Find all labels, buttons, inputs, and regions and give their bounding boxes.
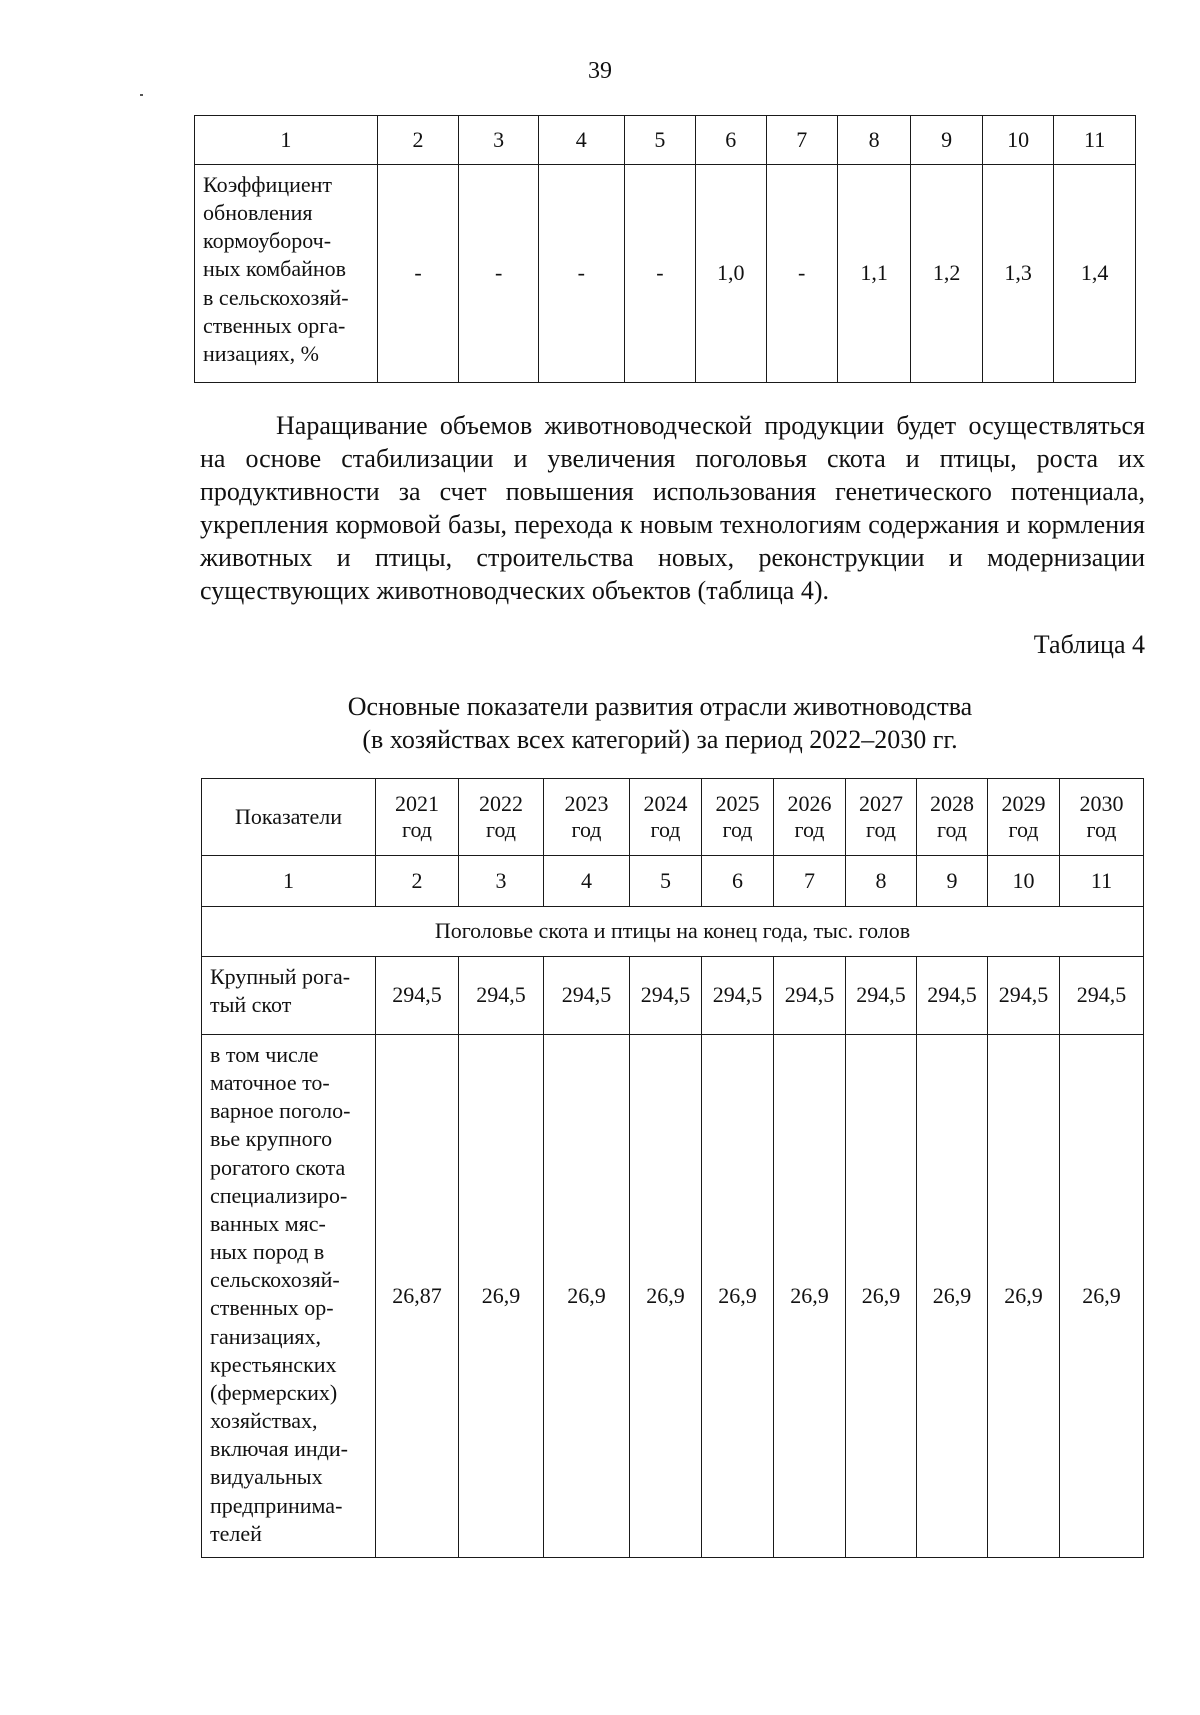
header-year: [1060, 779, 1144, 856]
header-year: [846, 779, 917, 856]
column-number: 5: [624, 116, 695, 165]
table-cell: -: [624, 165, 695, 383]
caption-line-2: (в хозяйствах всех категорий) за период 2022–2030 гг.: [362, 725, 958, 754]
column-number: 1: [195, 116, 378, 165]
table-4: [201, 778, 1144, 1558]
year-unit: год: [794, 817, 825, 842]
table-cell: 294,5: [846, 957, 917, 1035]
table-cell: 26,87: [376, 1035, 459, 1558]
year-unit: год: [936, 817, 968, 842]
body-paragraph: Наращивание объемов животноводческой продукции будет осуществляться на основе стабилизации и увеличения поголовья скота и птицы, роста их продуктивности за счет повышения использования генетического потенциала, укрепления кормовой базы, перехода к новым технологиям содержания и кормления животных и птицы, строительства новых, реконструкции и модернизации существующих животноводческих объектов (таблица 4).: [200, 411, 1145, 605]
row-label-breeding-cattle: в том числе маточное то- варное поголо- вье крупного рогатого скота специализиро- ванных мяс- ных пород в сельскохозяй- ственных ор- ганизациях, крестьянских (фермерских) хозяйствах, включая инди- видуальных предпринима- телей: [202, 1035, 376, 1558]
table-cell: 1,0: [696, 165, 766, 383]
column-number: 11: [1054, 116, 1136, 165]
header-year: [774, 779, 846, 856]
caption-line-1: Основные показатели развития отрасли животноводства: [347, 692, 973, 721]
column-number: 9: [917, 856, 988, 907]
year-unit: год: [865, 817, 897, 842]
table-cell: 294,5: [988, 957, 1060, 1035]
column-number: 5: [630, 856, 702, 907]
header-indicators: Показатели: [202, 779, 376, 856]
year-value: 2023: [564, 790, 609, 816]
table-3-continuation: [194, 115, 1136, 383]
table-cell: 26,9: [630, 1035, 702, 1558]
year-value: 2021: [395, 790, 439, 816]
table-cell: 26,9: [846, 1035, 917, 1558]
column-number: 4: [538, 116, 624, 165]
year-unit: год: [571, 817, 602, 842]
table-4-column-number-row: [202, 856, 1144, 907]
table-cell: -: [538, 165, 624, 383]
table-row: [202, 957, 1144, 1035]
column-number: 9: [911, 116, 982, 165]
column-number: 4: [544, 856, 630, 907]
table-cell: 1,3: [982, 165, 1053, 383]
year-value: 2030: [1079, 790, 1124, 816]
column-number: 10: [982, 116, 1053, 165]
year-unit: год: [1008, 817, 1039, 842]
table-cell: 26,9: [774, 1035, 846, 1558]
year-value: 2027: [859, 790, 903, 816]
page-number: 39: [588, 58, 612, 84]
header-year: [544, 779, 630, 856]
column-number: 2: [377, 116, 459, 165]
table-cell: 1,4: [1054, 165, 1136, 383]
table-cell: 26,9: [702, 1035, 774, 1558]
row-label-harvester-renewal: Коэффициент обновления кормоубороч- ных комбайнов в сельскохозяй- ственных орга- низациях, %: [195, 165, 378, 383]
table-cell: 26,9: [988, 1035, 1060, 1558]
table-cell: 294,5: [459, 957, 544, 1035]
table-cell: 26,9: [1060, 1035, 1144, 1558]
table-cell: -: [766, 165, 837, 383]
column-number: 11: [1060, 856, 1144, 907]
table-row: [202, 1035, 1144, 1558]
year-value: 2022: [479, 790, 523, 816]
column-number: 3: [459, 856, 544, 907]
column-number: 1: [202, 856, 376, 907]
year-value: 2029: [1001, 790, 1046, 816]
header-year: [917, 779, 988, 856]
row-label-cattle: Крупный рога- тый скот: [202, 957, 376, 1035]
table-cell: -: [377, 165, 459, 383]
table-row: [195, 165, 1136, 383]
year-unit: год: [650, 817, 681, 842]
header-year: [988, 779, 1060, 856]
column-number: 8: [846, 856, 917, 907]
column-number: 7: [774, 856, 846, 907]
year-unit: год: [1086, 817, 1117, 842]
table-cell: 294,5: [917, 957, 988, 1035]
year-unit: год: [485, 817, 517, 842]
scan-speck: [140, 94, 143, 96]
year-value: 2024: [643, 790, 688, 816]
header-year: [459, 779, 544, 856]
column-number: 3: [459, 116, 539, 165]
header-year: [376, 779, 459, 856]
column-number: 7: [766, 116, 837, 165]
column-number: 2: [376, 856, 459, 907]
table-cell: 294,5: [630, 957, 702, 1035]
column-number: 6: [702, 856, 774, 907]
year-value: 2028: [930, 790, 974, 816]
table-cell: -: [459, 165, 539, 383]
table-4-header-row: [202, 779, 1144, 856]
column-number: 10: [988, 856, 1060, 907]
column-number: 8: [837, 116, 910, 165]
table-cell: 1,2: [911, 165, 982, 383]
section-row: [202, 907, 1144, 957]
year-value: 2026: [787, 790, 832, 816]
table-3-column-number-row: [195, 116, 1136, 165]
table-cell: 294,5: [702, 957, 774, 1035]
table-cell: 1,1: [837, 165, 910, 383]
table-cell: 26,9: [544, 1035, 630, 1558]
table-cell: 294,5: [376, 957, 459, 1035]
column-number: 6: [696, 116, 766, 165]
header-year: [702, 779, 774, 856]
year-unit: год: [401, 817, 433, 842]
table-cell: 294,5: [1060, 957, 1144, 1035]
table-cell: 26,9: [459, 1035, 544, 1558]
year-value: 2025: [715, 790, 760, 816]
table-cell: 294,5: [544, 957, 630, 1035]
section-title-livestock: Поголовье скота и птицы на конец года, тыс. голов: [202, 907, 1144, 957]
header-year: [630, 779, 702, 856]
table-cell: 294,5: [774, 957, 846, 1035]
year-unit: год: [722, 817, 753, 842]
table-caption: [180, 690, 1140, 756]
table-label: Таблица 4: [1033, 630, 1145, 659]
table-cell: 26,9: [917, 1035, 988, 1558]
